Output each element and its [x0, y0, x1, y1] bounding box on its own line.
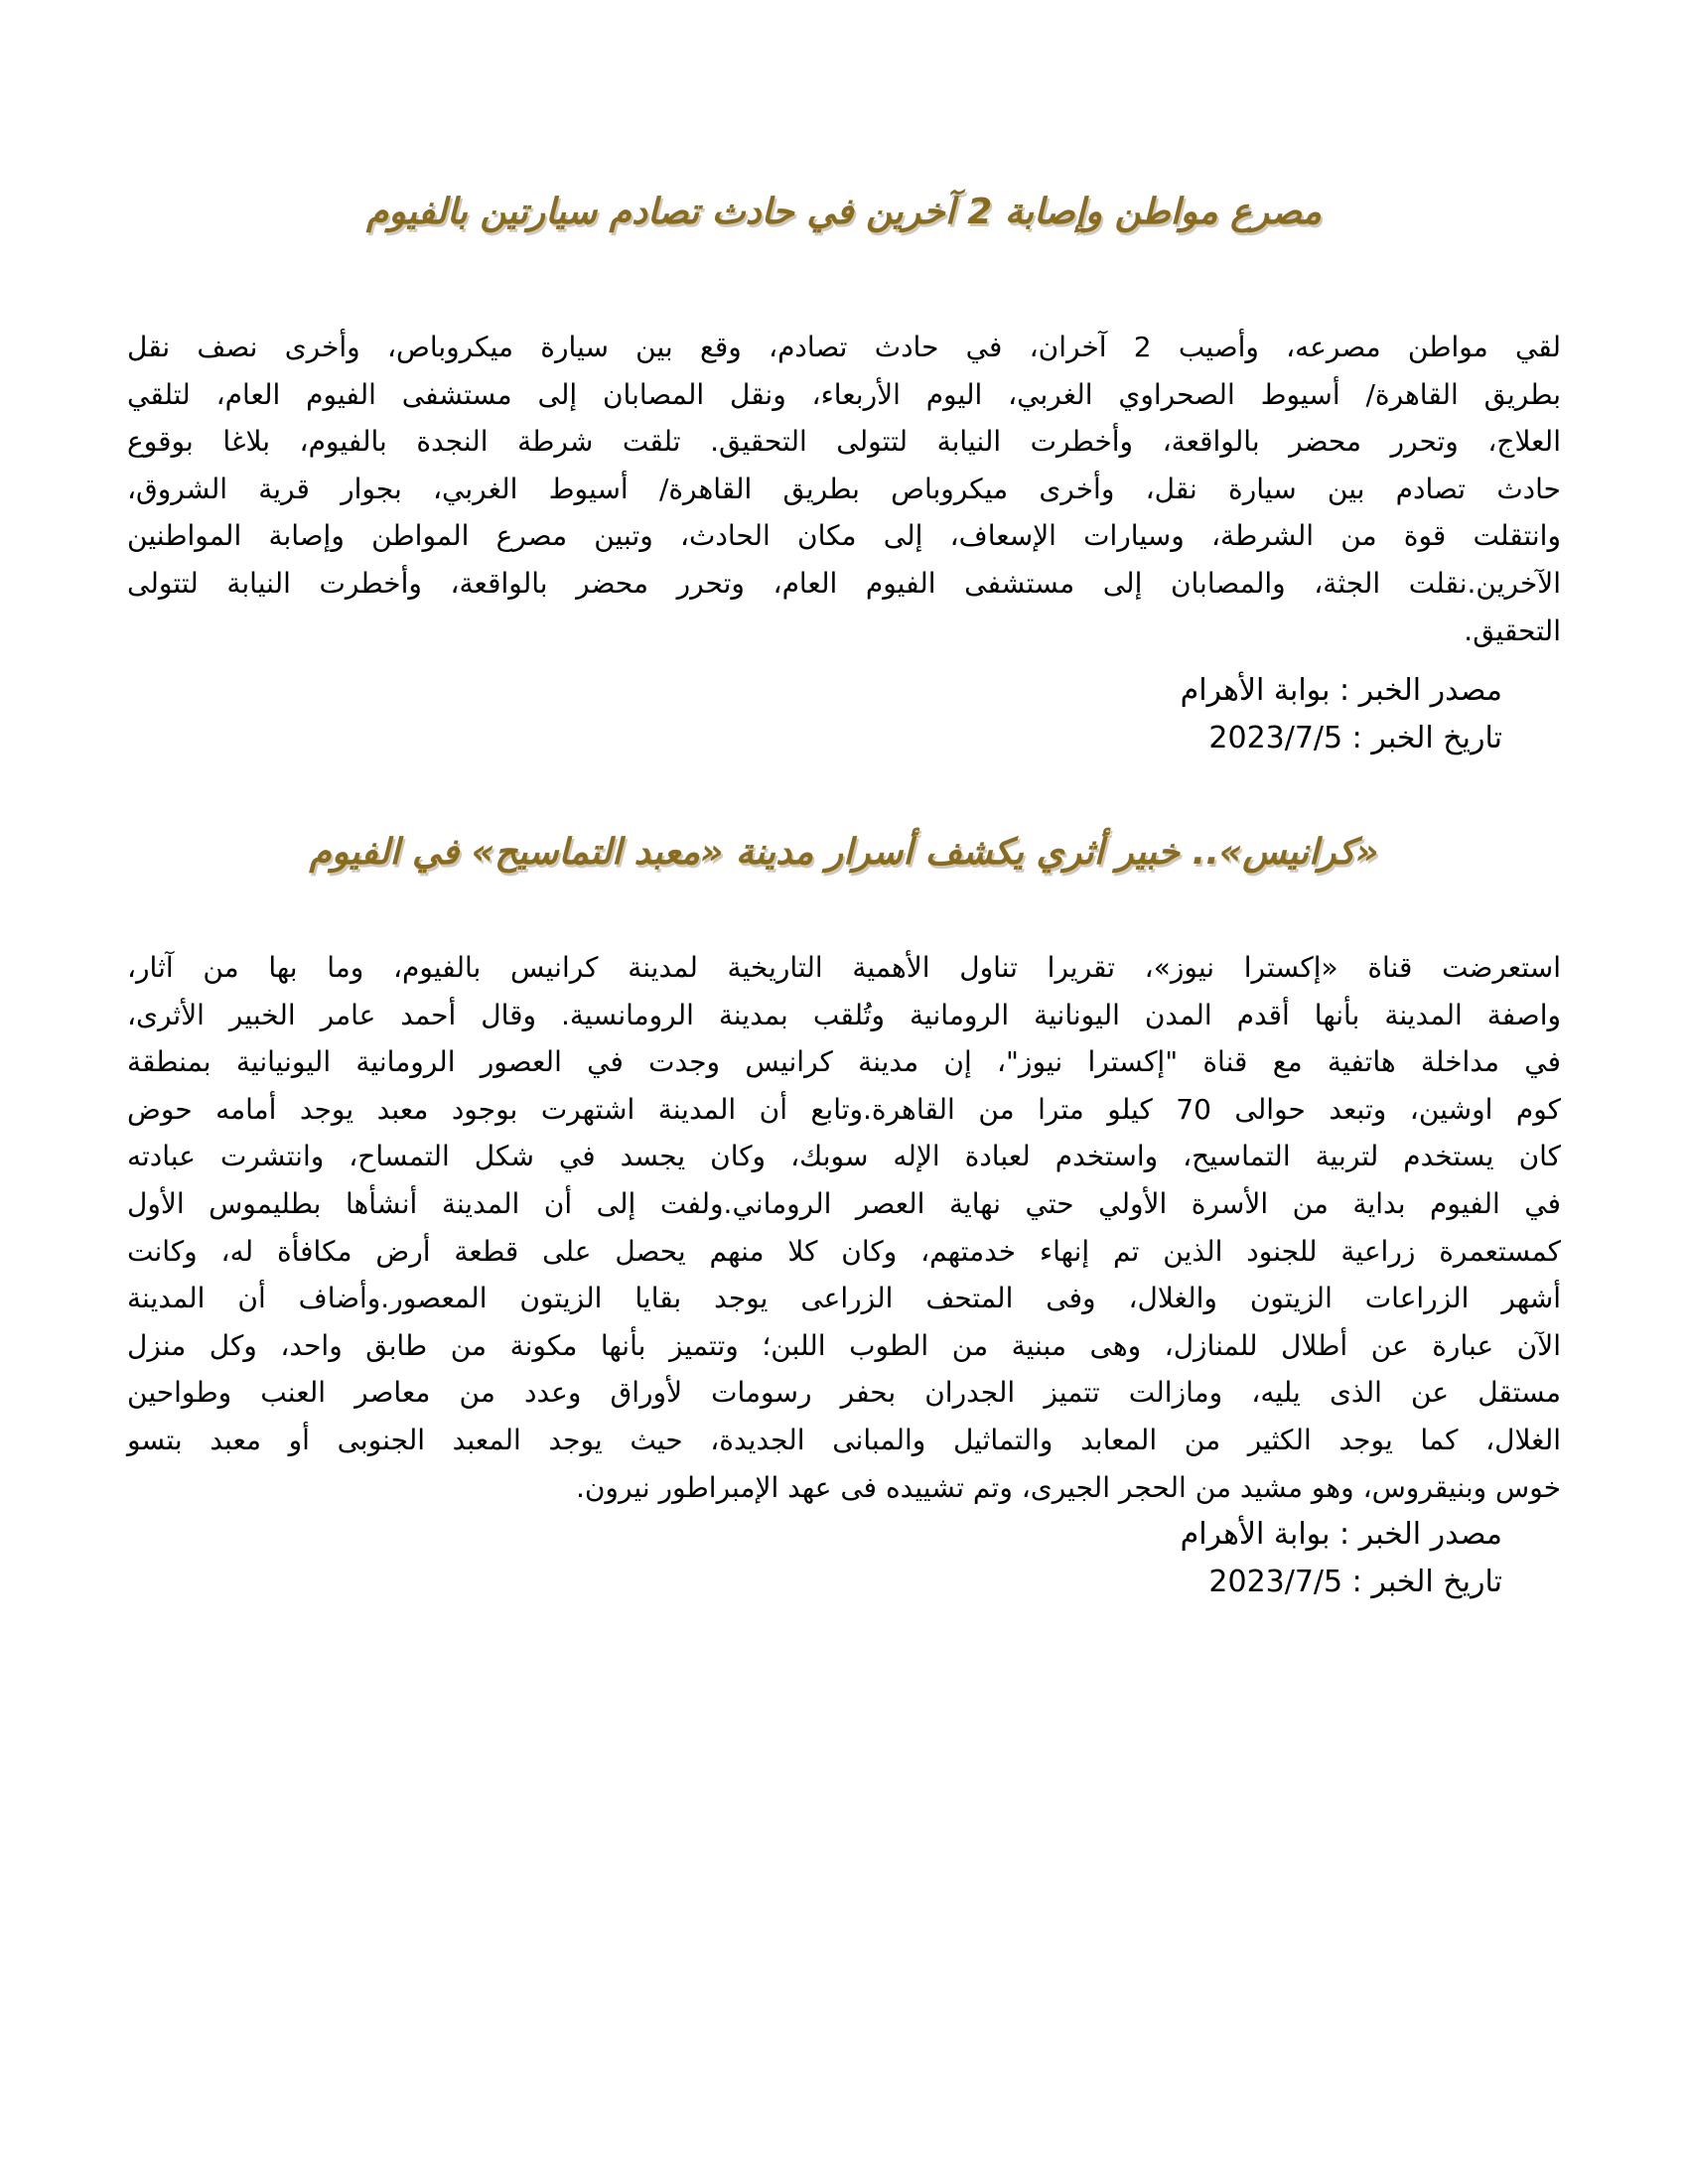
body-text-line: كوم اوشين، وتبعد حوالى 70 كيلو مترا من القاهرة.وتابع أن المدينة اشتهرت بوجود معبد يوجد أمامه حوض: [127, 1092, 1561, 1126]
body-text-line: وانتقلت قوة من الشرطة، وسيارات الإسعاف، إلى مكان الحادث، وتبين مصرع المواطن وإصابة المواطنين: [127, 519, 1561, 553]
body-text-line: الآن عبارة عن أطلال للمنازل، وهى مبنية من الطوب اللبن؛ وتتميز بأنها مكونة من طابق واحد، وكل منزل: [127, 1328, 1561, 1362]
body-text-line: في الفيوم بداية من الأسرة الأولي حتي نهاية العصر الروماني.ولفت إلى أن المدينة أنشأها بطليموس الأول: [127, 1186, 1561, 1220]
body-text-line: الآخرين.نقلت الجثة، والمصابان إلى مستشفى الفيوم العام، وتحرر محضر بالواقعة، وأخطرت النيابة لتتولى: [127, 566, 1561, 600]
body-text-line: التحقيق.: [1464, 614, 1561, 647]
body-text-line: العلاج، وتحرر محضر بالواقعة، وأخطرت النيابة لتتولى التحقيق. تلقت شرطة النجدة بالفيوم، بلاغا بوقوع: [127, 425, 1561, 459]
article-1-source-block: [1181, 667, 1502, 762]
body-text-line: كمستعمرة زراعية للجنود الذين تم إنهاء خدمتهم، وكان كلا منهم يحصل على قطعة أرض مكافأة له، وكانت: [127, 1234, 1561, 1268]
article-2-title: «كرانيس».. خبير أثري يكشف أسرار مدينة «معبد التماسيح» في الفيوم: [309, 832, 1379, 873]
body-text-line: استعرضت قناة «إكسترا نيوز»، تقريرا تناول الأهمية التاريخية لمدينة كرانيس بالفيوم، وما بها من آثار،: [127, 951, 1561, 984]
date-label: تاريخ الخبر : 2023/7/5: [1208, 721, 1502, 755]
body-text-line: واصفة المدينة بأنها أقدم المدن اليونانية الرومانية وتُلقب بمدينة الرومانسية. وقال أحمد عامر الخبير الأثرى،: [127, 998, 1561, 1031]
body-text-line: مستقل عن الذى يليه، ومازالت تتميز الجدران بحفر رسومات لأوراق وعدد من معاصر العنب وطواحين: [127, 1376, 1561, 1410]
body-text-line: أشهر الزراعات الزيتون والغلال، وفى المتحف الزراعى يوجد بقايا الزيتون المعصور.وأضاف أن المدينة: [127, 1282, 1561, 1315]
article-1-body: [127, 324, 1561, 654]
body-text-line: كان يستخدم لتربية التماسيح، واستخدم لعبادة الإله سوبك، وكان يجسد في شكل التمساح، وانتشرت عبادته: [127, 1140, 1561, 1173]
article-2-body: [127, 944, 1561, 1511]
article-1-title: مصرع مواطن وإصابة 2 آخرين في حادث تصادم سيارتين بالفيوم: [366, 192, 1322, 232]
source-label: مصدر الخبر : بوابة الأهرام: [1180, 673, 1502, 708]
article-2-source-block: [1181, 1511, 1502, 1606]
source-label: مصدر الخبر : بوابة الأهرام: [1180, 1517, 1502, 1552]
body-text-line: حادث تصادم بين سيارة نقل، وأخرى ميكروباص بطريق القاهرة/ أسيوط الغربي، بجوار قرية الشروق،: [127, 472, 1561, 505]
body-text-line: الغلال، كما يوجد الكثير من المعابد والتماثيل والمبانى الجديدة، حيث يوجد المعبد الجنوبى أو معبد بتسو: [127, 1423, 1561, 1456]
body-text-line: خوس وبنيقروس، وهو مشيد من الحجر الجيرى، وتم تشييده فى عهد الإمبراطور نيرون.: [575, 1470, 1561, 1504]
body-text-line: بطريق القاهرة/ أسيوط الصحراوي الغربي، اليوم الأربعاء، ونقل المصابان إلى مستشفى الفيوم العام، لتلقي: [127, 377, 1561, 411]
body-text-line: لقي مواطن مصرعه، وأصيب 2 آخران، في حادث تصادم، وقع بين سيارة ميكروباص، وأخرى نصف نقل: [127, 331, 1562, 363]
body-text-line: في مداخلة هاتفية مع قناة "إكسترا نيوز"، إن مدينة كرانيس وجدت في العصور الرومانية اليونيانية بمنطقة: [127, 1045, 1561, 1079]
date-label: تاريخ الخبر : 2023/7/5: [1208, 1565, 1502, 1599]
